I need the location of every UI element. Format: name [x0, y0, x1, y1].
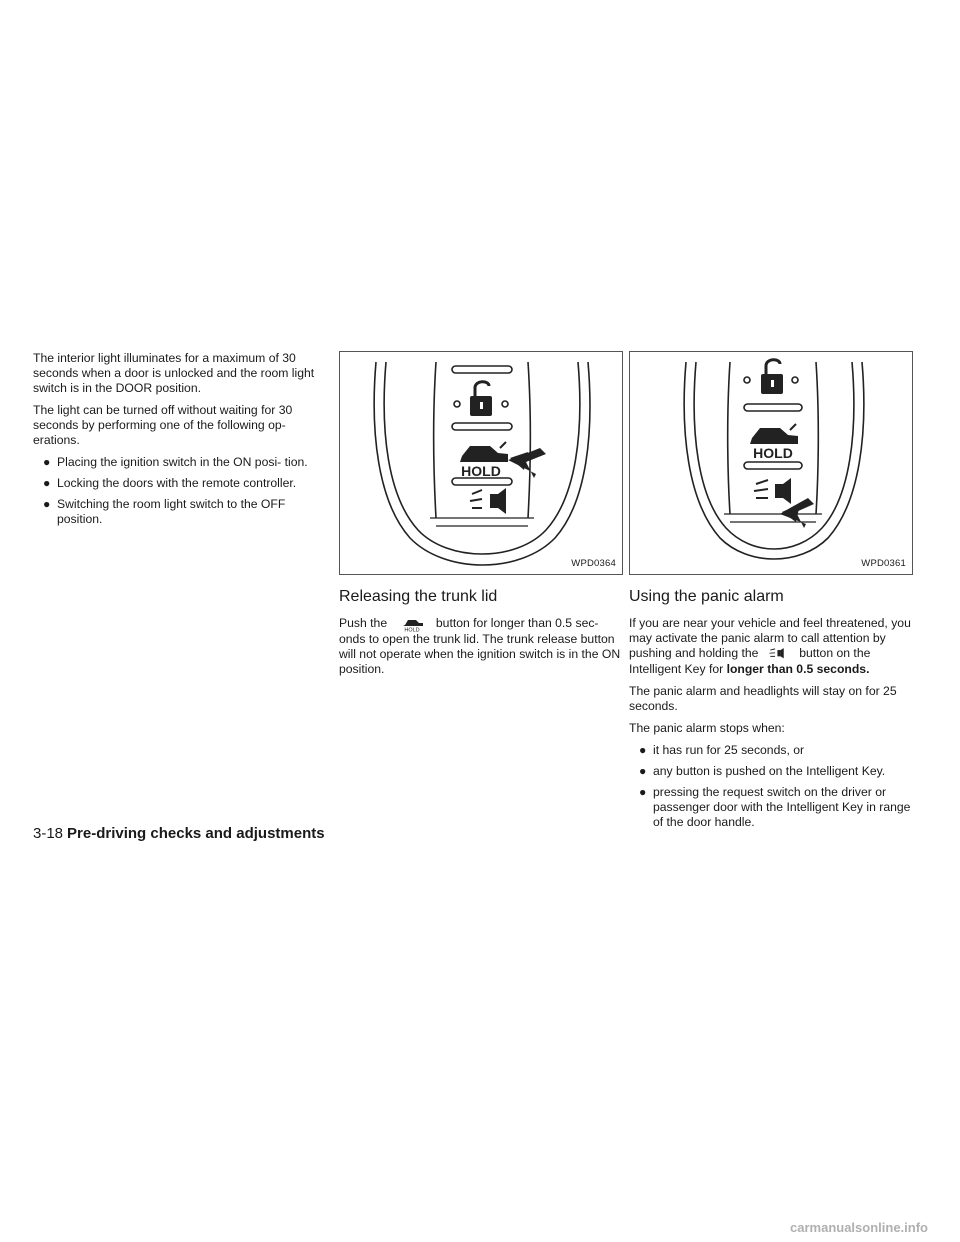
figure-key-fob-trunk [339, 351, 623, 575]
panic-button-icon [764, 646, 794, 662]
panic-paragraph-3: The panic alarm stops when: [629, 721, 785, 735]
panic-icon [775, 484, 783, 498]
svg-text:HOLD: HOLD [403, 627, 420, 632]
page-footer [33, 825, 325, 842]
panic-icon [490, 494, 498, 508]
interior-light-para-2: The light can be turned off without waiting for 30 seconds by performing one of the following op- erations. [33, 403, 293, 447]
list-item: ● pressing the request switch on the driver or passenger door with the Intelligent Key in range of the door handle. [639, 785, 911, 829]
svg-text:HOLD: HOLD [461, 463, 501, 479]
panic-heading: Using the panic alarm [629, 588, 784, 605]
list-item: ● any button is pushed on the Intelligent Key. [639, 764, 886, 778]
trunk-heading: Releasing the trunk lid [339, 588, 498, 605]
column-interior-light [33, 351, 321, 534]
list-item: ● Placing the ignition switch in the ON posi- tion. [43, 455, 308, 469]
interior-light-para-1: The interior light illuminates for a maximum of 30 seconds when a door is unlocked and the room light switch is in the DOOR position. [33, 351, 315, 395]
column-trunk [339, 351, 627, 684]
interior-light-bullets [33, 455, 321, 527]
list-item: ● Locking the doors with the remote controller. [43, 476, 297, 490]
trunk-hold-icon [393, 616, 431, 632]
panic-bullets [629, 743, 917, 830]
section-title: Pre-driving checks and adjustments [67, 825, 325, 842]
list-item: ● it has run for 25 seconds, or [639, 743, 805, 757]
figure-key-fob-panic [629, 351, 913, 575]
panic-paragraph-1: If you are near your vehicle and feel threatened, you may activate the panic alarm to call attention by pushing and holding the button on the Intelligent Key for longer than 0.5 seconds. [629, 616, 911, 676]
watermark: carmanualsonline.info [790, 1220, 928, 1235]
column-panic [629, 351, 917, 837]
trunk-paragraph: Push the HOLD button for longer than 0.5 sec- onds to open the trunk lid. The trunk release button will not operate when the ignition switch is in the ON position. [339, 616, 621, 676]
key-fob-panic-illustration [630, 352, 914, 576]
svg-text:HOLD: HOLD [753, 445, 793, 461]
page-number: 3-18 [33, 825, 64, 842]
panic-paragraph-2: The panic alarm and headlights will stay on for 25 seconds. [629, 684, 897, 713]
key-fob-trunk-illustration [340, 352, 624, 576]
figure-code: WPD0364 [571, 558, 616, 569]
list-item: ● Switching the room light switch to the OFF position. [43, 497, 286, 526]
figure-code: WPD0361 [861, 558, 906, 569]
